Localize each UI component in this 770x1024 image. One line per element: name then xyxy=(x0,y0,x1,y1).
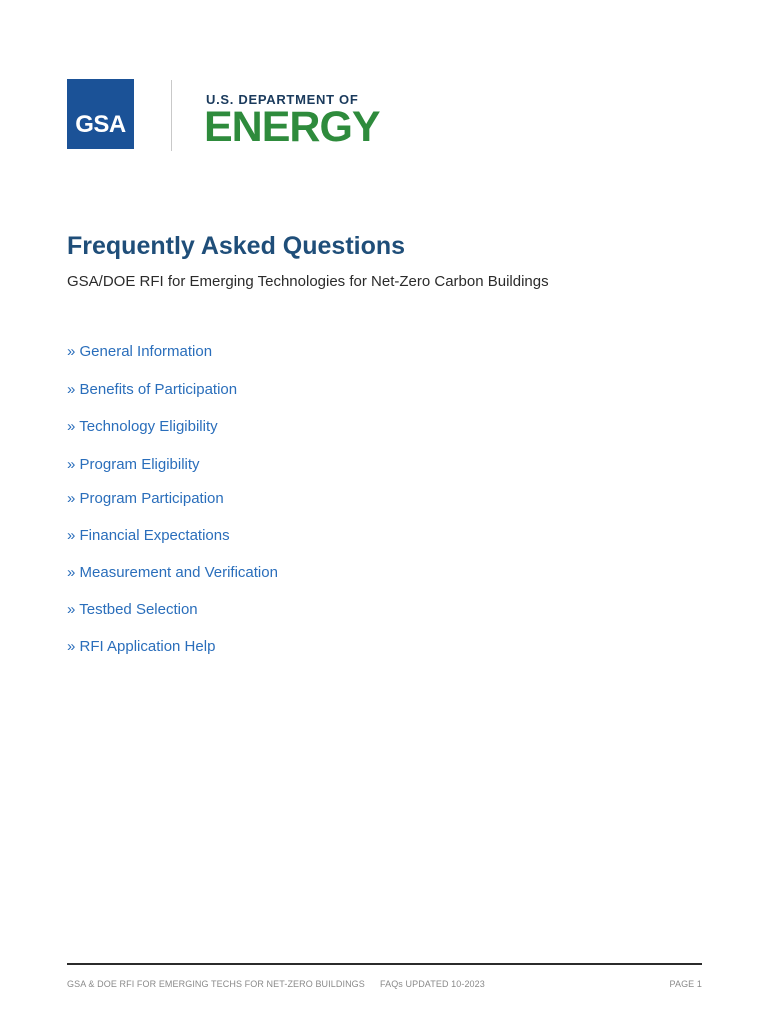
link-program-participation[interactable]: » Program Participation xyxy=(67,490,224,507)
footer-updated-date: FAQs UPDATED 10-2023 xyxy=(380,979,485,989)
page-title: Frequently Asked Questions xyxy=(67,232,406,260)
link-general-information[interactable]: » General Information xyxy=(67,343,213,360)
page-subtitle: GSA/DOE RFI for Emerging Technologies for Net-Zero Carbon Buildings xyxy=(67,273,549,290)
doe-logo-line2: ENERGY xyxy=(204,103,380,151)
link-financial-expectations[interactable]: » Financial Expectations xyxy=(67,527,230,544)
footer-document-name: GSA & DOE RFI FOR EMERGING TECHS FOR NET-ZERO BUILDINGS xyxy=(67,979,365,989)
link-rfi-application-help[interactable]: » RFI Application Help xyxy=(67,638,216,655)
link-testbed-selection[interactable]: » Testbed Selection xyxy=(67,601,198,618)
doe-logo-line1: U.S. DEPARTMENT OF xyxy=(206,92,359,107)
footer-divider xyxy=(67,963,702,965)
doe-logo xyxy=(206,92,406,152)
gsa-logo xyxy=(67,79,134,149)
link-program-eligibility[interactable]: » Program Eligibility xyxy=(67,456,200,473)
link-measurement-and-verification[interactable]: » Measurement and Verification xyxy=(67,564,278,581)
gsa-logo-text: GSA xyxy=(75,111,126,138)
footer-page-number: PAGE 1 xyxy=(669,979,702,989)
link-benefits-of-participation[interactable]: » Benefits of Participation xyxy=(67,381,238,398)
link-technology-eligibility[interactable]: » Technology Eligibility xyxy=(67,418,218,435)
logo-divider xyxy=(171,80,172,151)
